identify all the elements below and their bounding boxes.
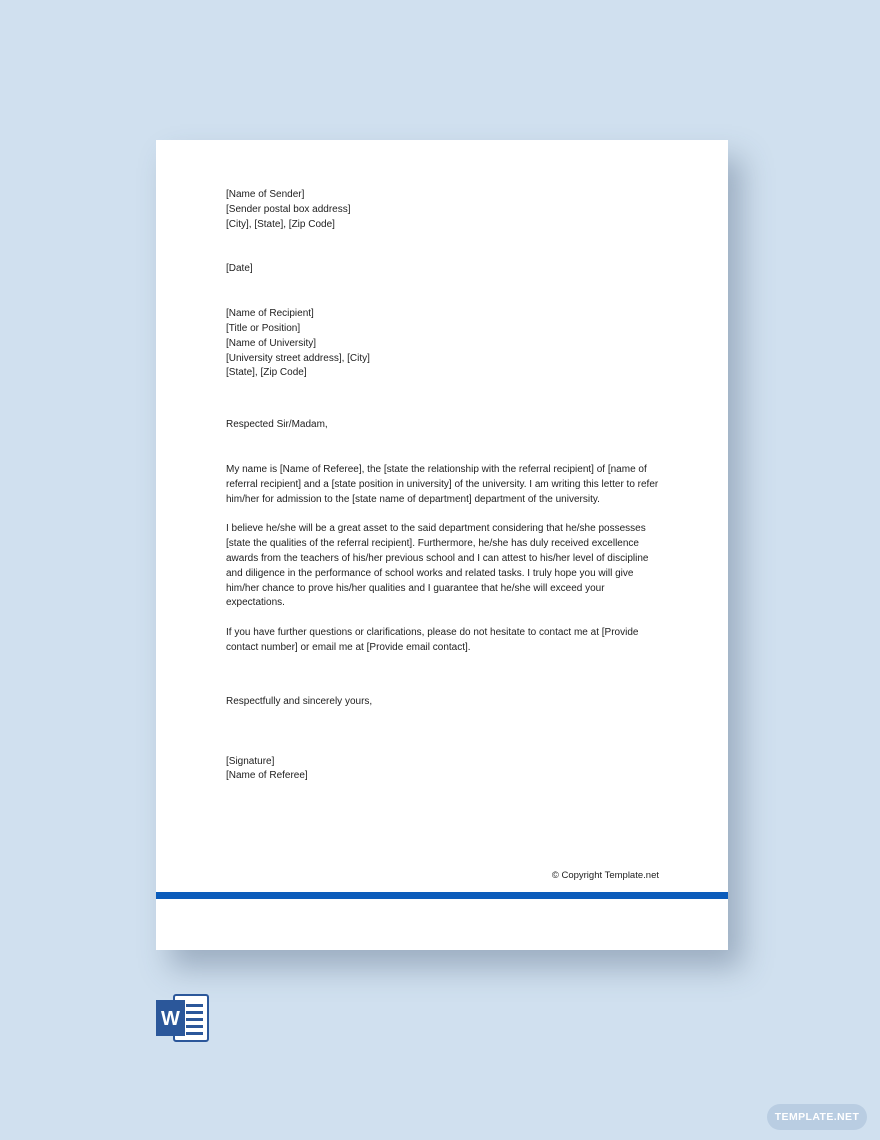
recipient-name: [Name of Recipient] (226, 308, 314, 320)
word-icon (156, 993, 210, 1043)
letter-date: [Date] (226, 263, 253, 275)
signature-block (226, 755, 666, 785)
recipient-block (226, 307, 666, 381)
recipient-university: [Name of University] (226, 337, 317, 349)
footer-accent-bar (156, 892, 728, 899)
body-paragraph-2: I believe he/she will be a great asset to the said department considering that he/she possesses [state the qualities of the referral recipient]. Furthermore, he/she has duly received excellence awards from the teachers of his/her previous school and I can attest to his/her level of discipline and diligence in the performance of school works and related tasks. I truly hope you will give him/her chance to prove his/her qualities and I guarantee that he/she will exceed your expectations. (226, 523, 649, 609)
word-icon-letter: W (161, 1008, 180, 1030)
referee-name: [Name of Referee] (226, 770, 308, 782)
recipient-state-zip: [State], [Zip Code] (226, 367, 307, 379)
salutation-text: Respected Sir/Madam, (226, 419, 328, 431)
body-paragraph-1: My name is [Name of Referee], the [state the relationship with the referral recipient] of [name of referral recipient] and a [state position in university] of the university. I am writing this letter to refer him/her for admission to the [state name of department] department of the university. (226, 463, 659, 505)
sender-address: [Sender postal box address] (226, 203, 351, 215)
letter-page (156, 140, 728, 950)
closing-text: Respectfully and sincerely yours, (226, 695, 373, 707)
body-paragraph-3: If you have further questions or clarifications, please do not hesitate to contact me at [Provide contact number] or email me at [Provide email contact]. (226, 627, 639, 653)
closing (226, 695, 666, 710)
sender-name: [Name of Sender] (226, 189, 305, 200)
template-net-badge: TEMPLATE.NET (767, 1104, 867, 1130)
date-block (226, 262, 666, 277)
sender-city-state-zip: [City], [State], [Zip Code] (226, 218, 335, 230)
letter-content (226, 188, 666, 784)
sender-block (226, 188, 666, 232)
recipient-street-city: [University street address], [City] (226, 352, 370, 364)
signature-line: [Signature] (226, 755, 275, 767)
recipient-title: [Title or Position] (226, 322, 301, 334)
copyright-notice: © Copyright Template.net (551, 870, 659, 881)
salutation (226, 418, 666, 433)
